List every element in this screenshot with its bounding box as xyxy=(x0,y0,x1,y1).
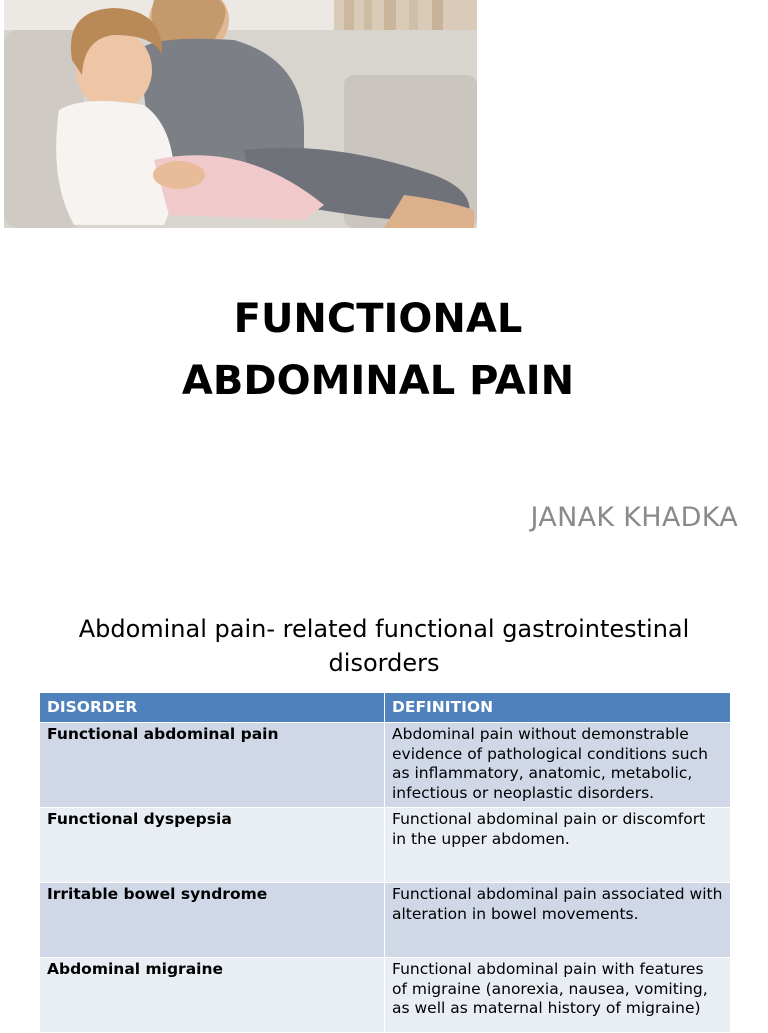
table-row xyxy=(40,883,731,958)
table-row xyxy=(40,723,731,808)
slide-heading xyxy=(40,612,728,680)
presentation-title xyxy=(0,288,756,412)
disorder-cell: Functional abdominal pain xyxy=(40,723,385,808)
definition-cell: Functional abdominal pain or discomfort in the upper abdomen. xyxy=(385,808,731,883)
title-line-2: ABDOMINAL PAIN xyxy=(181,358,575,404)
table-row xyxy=(40,958,731,1033)
slide-heading-line-1: Abdominal pain- related functional gastrointestinal xyxy=(78,615,690,643)
definition-cell: Abdominal pain without demonstrable evidence of pathological conditions such as inflammatory, anatomic, metabolic, infectious or neoplastic disorders. xyxy=(385,723,731,808)
header-definition: DEFINITION xyxy=(385,693,731,723)
table-slide xyxy=(0,576,768,1024)
table-header-row xyxy=(40,693,731,723)
disorders-table xyxy=(39,692,731,1033)
photo-illustration xyxy=(4,0,477,228)
definition-cell: Functional abdominal pain with features of migraine (anorexia, nausea, vomiting, as well as maternal history of migraine) xyxy=(385,958,731,1033)
disorder-cell: Functional dyspepsia xyxy=(40,808,385,883)
disorder-cell: Abdominal migraine xyxy=(40,958,385,1033)
table-row xyxy=(40,808,731,883)
title-line-1: FUNCTIONAL xyxy=(233,296,523,342)
definition-cell: Functional abdominal pain associated with alteration in bowel movements. xyxy=(385,883,731,958)
slide-heading-line-2: disorders xyxy=(328,649,440,677)
cover-photo xyxy=(4,0,477,228)
header-disorder: DISORDER xyxy=(40,693,385,723)
author-name: JANAK KHADKA xyxy=(530,502,738,533)
disorder-cell: Irritable bowel syndrome xyxy=(40,883,385,958)
